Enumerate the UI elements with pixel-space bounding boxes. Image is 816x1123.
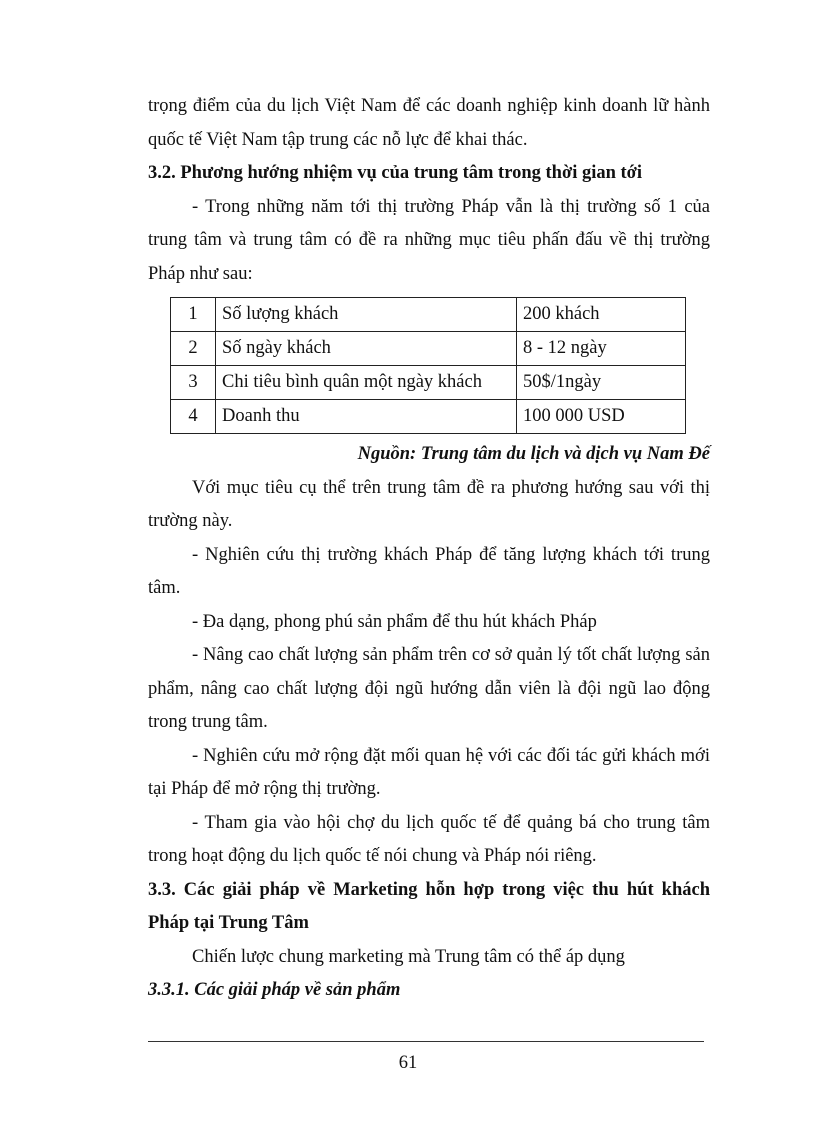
table-source: Nguồn: Trung tâm du lịch và dịch vụ Nam Đế	[357, 444, 710, 464]
table-cell-value: 100 000 USD	[517, 400, 686, 434]
paragraph-direction: Với mục tiêu cụ thể trên trung tâm đề ra phương hướng sau với thị trường này.	[148, 477, 710, 531]
table-cell-num: 3	[171, 366, 216, 400]
table-row	[171, 332, 686, 366]
paragraph-intro: trọng điểm của du lịch Việt Nam để các doanh nghiệp kinh doanh lữ hành quốc tế Việt Nam tập trung các nỗ lực để khai thác.	[148, 96, 710, 150]
table-cell-num: 2	[171, 332, 216, 366]
table-row	[171, 366, 686, 400]
heading-3-3-1: 3.3.1. Các giải pháp về sản phẩm	[148, 980, 401, 1000]
table-cell-item: Số ngày khách	[216, 332, 517, 366]
table-cell-item: Doanh thu	[216, 400, 517, 434]
bullet-diversify: - Đa dạng, phong phú sản phẩm để thu hút khách Pháp	[192, 611, 597, 632]
table-cell-value: 50$/1ngày	[517, 366, 686, 400]
bullet-fairs: - Tham gia vào hội chợ du lịch quốc tế để quảng bá cho trung tâm trong hoạt động du lịch quốc tế nói chung và Pháp nói riêng.	[148, 812, 710, 866]
table-row	[171, 298, 686, 332]
table-cell-item: Chi tiêu bình quân một ngày khách	[216, 366, 517, 400]
paragraph-france-market: - Trong những năm tới thị trường Pháp vẫn là thị trường số 1 của trung tâm và trung tâm có đề ra những mục tiêu phấn đấu về thị trường Pháp như sau:	[148, 196, 710, 284]
document-page	[148, 90, 710, 1008]
table-cell-num: 1	[171, 298, 216, 332]
page-number: 61	[398, 1053, 418, 1073]
table-cell-value: 8 - 12 ngày	[517, 332, 686, 366]
footer-divider	[148, 1041, 704, 1042]
table-cell-num: 4	[171, 400, 216, 434]
targets-table	[170, 297, 686, 434]
heading-3-2: 3.2. Phương hướng nhiệm vụ của trung tâm trong thời gian tới	[148, 163, 643, 183]
table-cell-value: 200 khách	[517, 298, 686, 332]
bullet-partners: - Nghiên cứu mở rộng đặt mối quan hệ với các đối tác gửi khách mới tại Pháp để mở rộng thị trường.	[148, 745, 710, 799]
heading-3-3: 3.3. Các giải pháp về Marketing hỗn hợp trong việc thu hút khách Pháp tại Trung Tâm	[148, 879, 710, 933]
table-cell-item: Số lượng khách	[216, 298, 517, 332]
paragraph-strategy: Chiến lược chung marketing mà Trung tâm có thể áp dụng	[192, 946, 625, 967]
bullet-quality: - Nâng cao chất lượng sản phẩm trên cơ sở quản lý tốt chất lượng sản phẩm, nâng cao chất lượng đội ngũ hướng dẫn viên là đội ngũ lao động trong trung tâm.	[148, 645, 710, 732]
bullet-research: - Nghiên cứu thị trường khách Pháp để tăng lượng khách tới trung tâm.	[148, 544, 710, 598]
table-row	[171, 400, 686, 434]
